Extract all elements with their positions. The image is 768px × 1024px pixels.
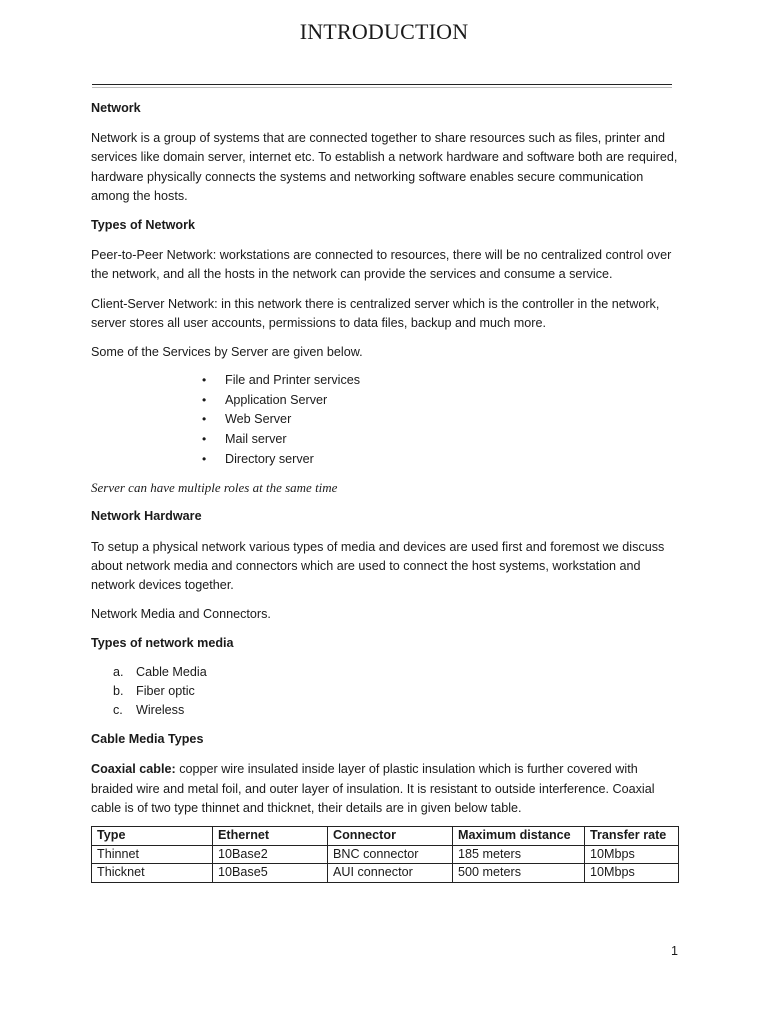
list-item xyxy=(202,450,681,470)
bullet-icon: • xyxy=(202,432,207,447)
list-item xyxy=(202,430,681,450)
list-item xyxy=(202,371,681,391)
table-cell: BNC connector xyxy=(328,845,453,864)
network-paragraph: Network is a group of systems that are connected together to share resources such as files, printer and services like domain server, internet etc. To establish a network hardware and software both are required, hardware physically connects the systems and networking software enables secure communication among the hosts. xyxy=(91,131,678,203)
list-item xyxy=(202,391,681,411)
table-cell: 10Base5 xyxy=(213,864,328,883)
column-header-ethernet: Ethernet xyxy=(213,827,328,846)
page-title: INTRODUCTION xyxy=(299,19,469,44)
bullet-icon: • xyxy=(202,373,207,388)
network-hardware-heading: Network Hardware xyxy=(91,509,202,524)
table-cell: 10Mbps xyxy=(585,864,679,883)
table-row xyxy=(92,864,679,883)
bullet-icon: • xyxy=(202,451,207,466)
list-item-label: Fiber optic xyxy=(136,683,195,698)
list-item-label: Wireless xyxy=(136,703,185,718)
table-cell: 185 meters xyxy=(453,845,585,864)
page-number: 1 xyxy=(671,944,679,958)
title-divider xyxy=(92,84,672,85)
table-cell: AUI connector xyxy=(328,864,453,883)
list-item-label: Directory server xyxy=(225,451,314,466)
column-header-transfer-rate: Transfer rate xyxy=(585,827,679,846)
list-marker: b. xyxy=(113,683,124,698)
document-body xyxy=(91,99,681,883)
cable-media-types-heading: Cable Media Types xyxy=(91,732,204,747)
column-header-connector: Connector xyxy=(328,827,453,846)
types-of-media-heading: Types of network media xyxy=(91,636,234,651)
table-cell: Thicknet xyxy=(92,864,213,883)
network-hardware-paragraph: To setup a physical network various types of media and devices are used first and foremost we discuss about network media and connectors which are used to connect the host systems, workstation and network devices together. xyxy=(91,539,665,593)
table-cell: Thinnet xyxy=(92,845,213,864)
bullet-icon: • xyxy=(202,412,207,427)
table-cell: 10Base2 xyxy=(213,845,328,864)
coaxial-paragraph xyxy=(91,760,681,818)
column-header-max-distance: Maximum distance xyxy=(453,827,585,846)
column-header-type: Type xyxy=(92,827,213,846)
table-row xyxy=(92,845,679,864)
table-cell: 10Mbps xyxy=(585,845,679,864)
network-heading: Network xyxy=(91,101,141,115)
list-item xyxy=(113,701,681,720)
list-item xyxy=(113,663,681,682)
coaxial-lead: Coaxial cable: xyxy=(91,762,176,777)
list-item xyxy=(202,410,681,430)
list-marker: c. xyxy=(113,703,123,718)
list-item xyxy=(113,682,681,701)
bullet-icon: • xyxy=(202,392,207,407)
client-server-paragraph: Client-Server Network: in this network there is centralized server which is the controller in the network, server stores all user accounts, permissions to data files, backup and much more. xyxy=(91,296,660,330)
types-of-network-heading: Types of Network xyxy=(91,218,196,233)
list-item-label: File and Printer services xyxy=(225,373,361,388)
peer-to-peer-paragraph: Peer-to-Peer Network: workstations are connected to resources, there will be no centralized control over the network, and all the hosts in the network can provide the services and consume a service. xyxy=(91,248,672,282)
media-types-list xyxy=(91,663,681,721)
coaxial-text: copper wire insulated inside layer of plastic insulation which is further covered with braided wire and metal foil, and outer layer of insulation. It is resistant to outside interference. Coaxial cable is of two type thinnet and thicknet, their details are in given below table. xyxy=(91,762,655,815)
list-item-label: Cable Media xyxy=(136,664,207,679)
media-connectors-line: Network Media and Connectors. xyxy=(91,607,271,622)
list-marker: a. xyxy=(113,664,124,679)
table-header-row xyxy=(92,827,679,846)
server-roles-note: Server can have multiple roles at the same time xyxy=(91,480,338,496)
list-item-label: Web Server xyxy=(225,412,292,427)
table-cell: 500 meters xyxy=(453,864,585,883)
list-item-label: Mail server xyxy=(225,432,287,447)
services-intro: Some of the Services by Server are given below. xyxy=(91,345,363,360)
cable-table xyxy=(91,826,679,883)
services-list xyxy=(91,371,681,469)
list-item-label: Application Server xyxy=(225,392,328,407)
